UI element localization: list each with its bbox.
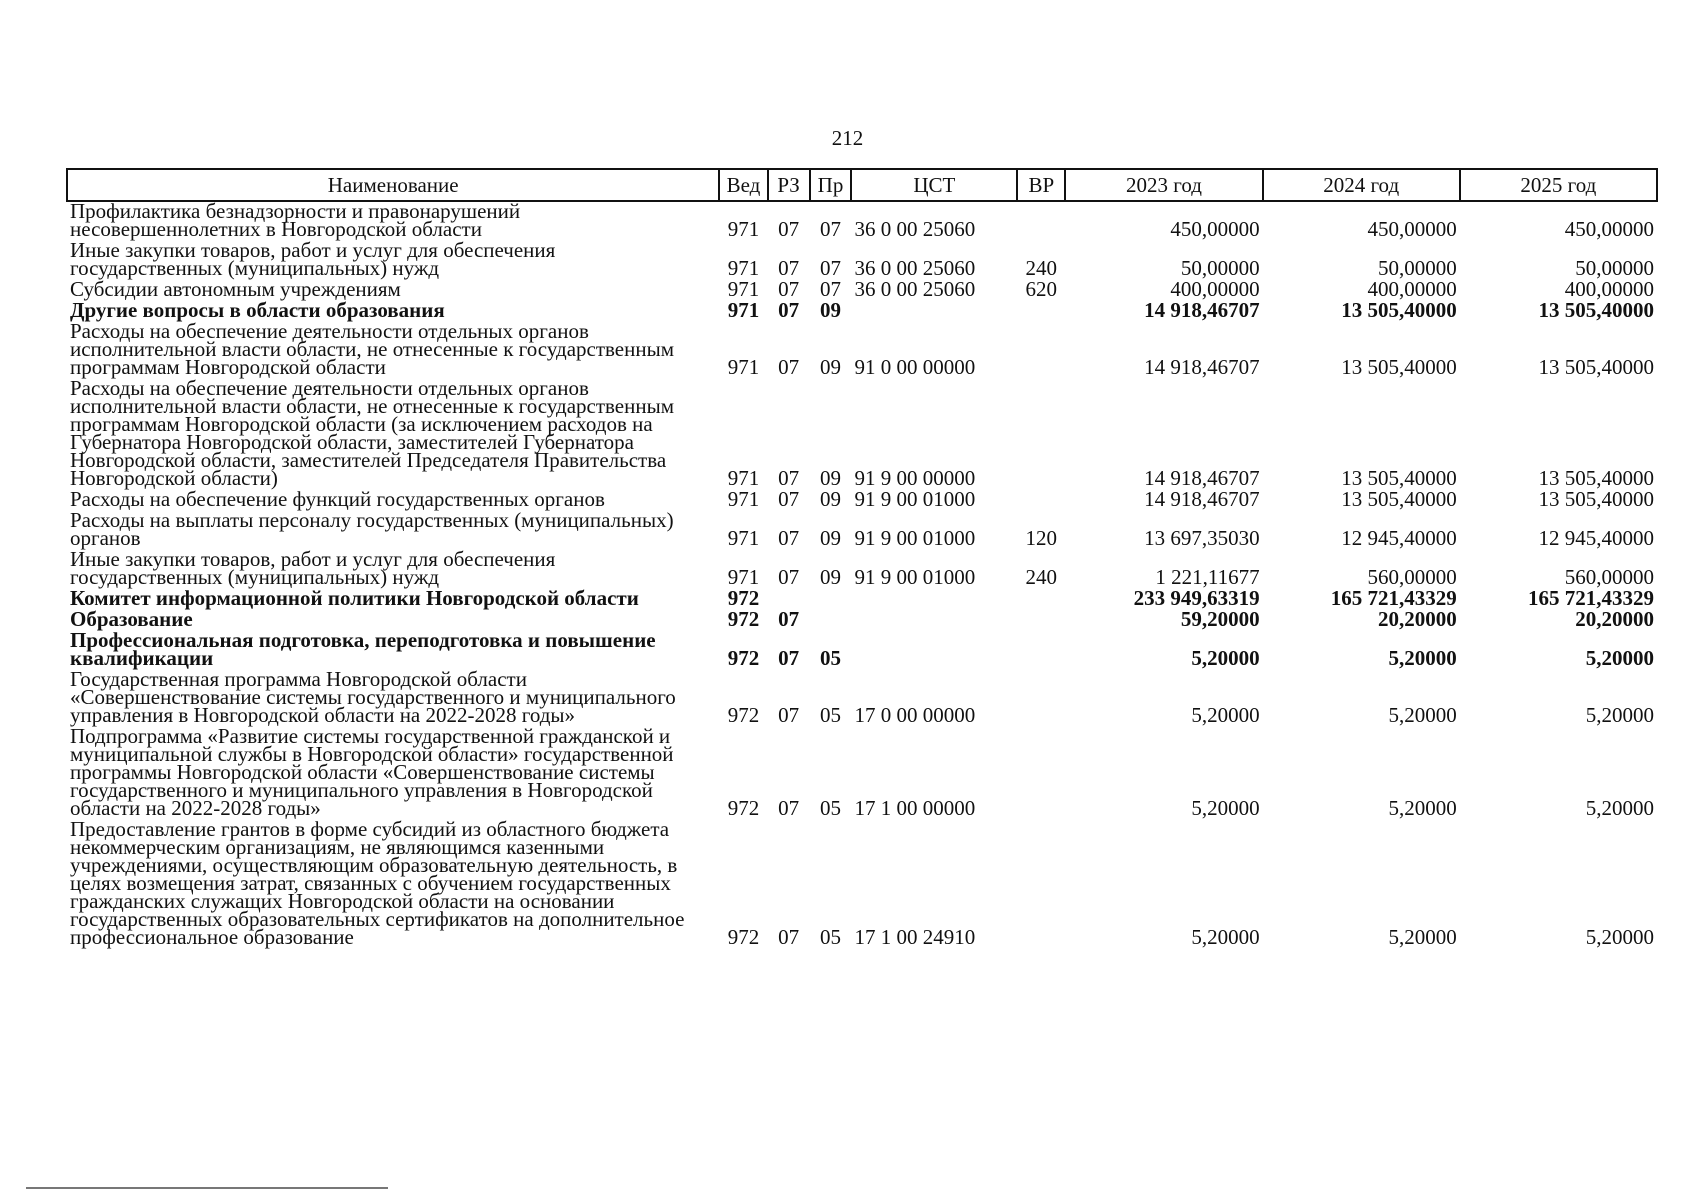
row-2024: 5,20000 xyxy=(1388,925,1457,949)
row-rz: 07 xyxy=(778,565,800,589)
row-2023: 5,20000 xyxy=(1191,796,1260,820)
row-2025: 400,00000 xyxy=(1564,277,1654,301)
header-vr: ВР xyxy=(1017,169,1065,201)
row-2023: 233 949,63319 xyxy=(1133,586,1260,610)
row-pr: 09 xyxy=(820,565,841,589)
row-2025: 5,20000 xyxy=(1585,925,1654,949)
row-2025: 5,20000 xyxy=(1585,646,1654,670)
row-vr xyxy=(1017,201,1065,241)
row-2023: 14 918,46707 xyxy=(1144,487,1260,511)
row-rz: 07 xyxy=(778,703,800,727)
row-2025: 165 721,43329 xyxy=(1528,586,1654,610)
row-rz: 07 xyxy=(778,298,800,322)
row-cst: 91 9 00 01000 xyxy=(854,487,976,511)
row-ved: 972 xyxy=(727,796,760,820)
row-cst: 17 1 00 24910 xyxy=(854,925,976,949)
row-vr xyxy=(1017,379,1065,490)
table-row xyxy=(67,241,1657,280)
row-name: Иные закупки товаров, работ и услуг для обеспечения государственных (муниципальных) нужд xyxy=(70,547,556,589)
row-vr xyxy=(1017,727,1065,820)
row-pr: 07 xyxy=(820,256,841,280)
row-rz: 07 xyxy=(778,526,800,550)
row-pr: 05 xyxy=(820,925,841,949)
table-row xyxy=(67,631,1657,670)
row-rz: 07 xyxy=(778,355,800,379)
row-cst: 91 9 00 00000 xyxy=(854,466,976,490)
row-ved: 972 xyxy=(727,586,760,610)
table-row xyxy=(67,322,1657,379)
row-cst: 17 1 00 00000 xyxy=(854,796,976,820)
row-2023: 1 221,11677 xyxy=(1155,565,1260,589)
row-2024: 50,00000 xyxy=(1378,256,1457,280)
row-ved: 971 xyxy=(727,487,760,511)
row-vr xyxy=(1017,670,1065,727)
header-ved: Вед xyxy=(719,169,767,201)
row-2024: 450,00000 xyxy=(1367,217,1457,241)
row-ved: 971 xyxy=(727,526,760,550)
row-2025: 560,00000 xyxy=(1564,565,1654,589)
row-name: Расходы на обеспечение деятельности отдельных органов исполнительной власти области, не отнесенные к государственным программам Новгородской области xyxy=(70,319,675,379)
row-rz: 07 xyxy=(778,217,800,241)
row-name: Расходы на обеспечение функций государственных органов xyxy=(70,487,605,511)
row-pr: 09 xyxy=(820,466,841,490)
row-ved: 972 xyxy=(727,703,760,727)
row-2025: 5,20000 xyxy=(1585,703,1654,727)
row-2025: 50,00000 xyxy=(1575,256,1654,280)
row-pr xyxy=(810,589,852,610)
row-rz: 07 xyxy=(778,607,800,631)
row-cst: 91 9 00 01000 xyxy=(854,526,976,550)
row-name: Профилактика безнадзорности и правонарушений несовершеннолетних в Новгородской области xyxy=(70,199,521,241)
header-pr: Пр xyxy=(810,169,852,201)
row-cst: 36 0 00 25060 xyxy=(854,217,976,241)
row-cst: 91 9 00 01000 xyxy=(854,565,976,589)
row-2023: 59,20000 xyxy=(1180,607,1260,631)
header-2024: 2024 год xyxy=(1263,169,1460,201)
row-vr: 120 xyxy=(1025,526,1058,550)
row-2024: 13 505,40000 xyxy=(1341,466,1457,490)
row-2023: 5,20000 xyxy=(1191,925,1260,949)
row-pr: 09 xyxy=(820,298,841,322)
row-name: Государственная программа Новгородской области «Совершенствование системы государственного и муниципального управления в Новгородской области на 2022-2028 годы» xyxy=(70,667,676,727)
row-pr xyxy=(810,610,852,631)
row-2023: 5,20000 xyxy=(1191,646,1260,670)
row-name: Расходы на обеспечение деятельности отдельных органов исполнительной власти области, не отнесенные к государственным программам Новгородской области (за исключением расходов на Губернатора Новгородской области, заместителей Губернатора Новгородской области, заместителей Председателя Правительства Новгородской области) xyxy=(70,376,675,490)
row-name: Профессиональная подготовка, переподготовка и повышение квалификации xyxy=(70,628,656,670)
row-rz: 07 xyxy=(778,646,800,670)
table-row xyxy=(67,201,1657,241)
row-2024: 165 721,43329 xyxy=(1330,586,1457,610)
row-2023: 14 918,46707 xyxy=(1144,466,1260,490)
header-cst: ЦСТ xyxy=(851,169,1017,201)
row-ved: 971 xyxy=(727,217,760,241)
row-2024: 5,20000 xyxy=(1388,796,1457,820)
table-header-row xyxy=(67,169,1657,201)
row-cst: 36 0 00 25060 xyxy=(854,277,976,301)
row-name: Субсидии автономным учреждениям xyxy=(70,277,401,301)
row-ved: 972 xyxy=(727,607,760,631)
row-rz: 07 xyxy=(778,256,800,280)
row-vr xyxy=(1017,589,1065,610)
row-2023: 5,20000 xyxy=(1191,703,1260,727)
row-ved: 971 xyxy=(727,466,760,490)
row-vr xyxy=(1017,490,1065,511)
row-ved: 972 xyxy=(727,646,760,670)
row-name: Другие вопросы в области образования xyxy=(70,298,445,322)
table-row xyxy=(67,379,1657,490)
row-pr: 05 xyxy=(820,796,841,820)
table-row xyxy=(67,550,1657,589)
row-2024: 13 505,40000 xyxy=(1341,355,1457,379)
table-row xyxy=(67,727,1657,820)
row-2023: 13 697,35030 xyxy=(1144,526,1260,550)
row-ved: 971 xyxy=(727,277,760,301)
row-pr: 09 xyxy=(820,355,841,379)
header-rz: РЗ xyxy=(768,169,810,201)
row-name: Подпрограмма «Развитие системы государственной гражданской и муниципальной службы в Новгородской области» государственной программы Новгородской области «Совершенствование системы государственного и муниципального управления в Новгородской области на 2022-2028 годы» xyxy=(70,724,674,820)
row-2024: 12 945,40000 xyxy=(1341,526,1457,550)
row-cst: 17 0 00 00000 xyxy=(854,703,976,727)
table-body xyxy=(67,201,1657,949)
row-2024: 13 505,40000 xyxy=(1341,487,1457,511)
row-2025: 13 505,40000 xyxy=(1538,298,1654,322)
header-name: Наименование xyxy=(67,169,719,201)
header-2023: 2023 год xyxy=(1065,169,1262,201)
row-ved: 971 xyxy=(727,355,760,379)
row-ved: 971 xyxy=(727,565,760,589)
row-vr xyxy=(1017,610,1065,631)
row-2025: 5,20000 xyxy=(1585,796,1654,820)
row-vr xyxy=(1017,322,1065,379)
table-row xyxy=(67,820,1657,949)
row-pr: 07 xyxy=(820,277,841,301)
row-2023: 450,00000 xyxy=(1170,217,1260,241)
row-vr: 240 xyxy=(1025,565,1058,589)
row-rz: 07 xyxy=(778,466,800,490)
row-name: Предоставление грантов в форме субсидий из областного бюджета некоммерческим организациям, не являющимся казенными учреждениями, осуществляющим образовательную деятельность, в целях возмещения затрат, связанных с обучением государственных гражданских служащих Новгородской области на основании государственных образовательных сертификатов на дополнительное профессиональное образование xyxy=(70,817,685,949)
row-cst xyxy=(851,610,1017,631)
row-name: Комитет информационной политики Новгородской области xyxy=(70,586,639,610)
row-cst xyxy=(851,589,1017,610)
budget-table xyxy=(66,168,1658,949)
header-2025: 2025 год xyxy=(1460,169,1657,201)
row-2025: 13 505,40000 xyxy=(1538,487,1654,511)
row-2025: 13 505,40000 xyxy=(1538,355,1654,379)
row-vr: 620 xyxy=(1025,277,1058,301)
row-2024: 13 505,40000 xyxy=(1341,298,1457,322)
row-rz: 07 xyxy=(778,487,800,511)
row-ved: 972 xyxy=(727,925,760,949)
row-pr: 05 xyxy=(820,646,841,670)
row-vr xyxy=(1017,631,1065,670)
row-2025: 450,00000 xyxy=(1564,217,1654,241)
row-vr: 240 xyxy=(1025,256,1058,280)
table-row xyxy=(67,511,1657,550)
row-2025: 12 945,40000 xyxy=(1538,526,1654,550)
row-2024: 5,20000 xyxy=(1388,703,1457,727)
row-2025: 13 505,40000 xyxy=(1538,466,1654,490)
row-2024: 560,00000 xyxy=(1367,565,1457,589)
row-name: Образование xyxy=(70,607,193,631)
row-2023: 14 918,46707 xyxy=(1144,298,1260,322)
row-2024: 5,20000 xyxy=(1388,646,1457,670)
row-rz: 07 xyxy=(778,277,800,301)
row-pr: 09 xyxy=(820,487,841,511)
row-2025: 20,20000 xyxy=(1575,607,1654,631)
row-cst: 36 0 00 25060 xyxy=(854,256,976,280)
row-ved: 971 xyxy=(727,298,760,322)
row-rz: 07 xyxy=(778,796,800,820)
row-pr: 07 xyxy=(820,217,841,241)
row-pr: 09 xyxy=(820,526,841,550)
row-pr: 05 xyxy=(820,703,841,727)
table-row xyxy=(67,670,1657,727)
row-name: Иные закупки товаров, работ и услуг для обеспечения государственных (муниципальных) нужд xyxy=(70,238,556,280)
row-2024: 400,00000 xyxy=(1367,277,1457,301)
row-cst: 91 0 00 00000 xyxy=(854,355,976,379)
row-rz: 07 xyxy=(778,925,800,949)
row-cst xyxy=(851,631,1017,670)
row-cst xyxy=(851,301,1017,322)
footer-rule xyxy=(26,1187,388,1189)
row-vr xyxy=(1017,301,1065,322)
row-vr xyxy=(1017,820,1065,949)
row-2024: 20,20000 xyxy=(1378,607,1457,631)
page-number: 212 xyxy=(831,126,864,150)
row-ved: 971 xyxy=(727,256,760,280)
row-2023: 14 918,46707 xyxy=(1144,355,1260,379)
row-name: Расходы на выплаты персоналу государственных (муниципальных) органов xyxy=(70,508,674,550)
row-2023: 400,00000 xyxy=(1170,277,1260,301)
row-2023: 50,00000 xyxy=(1180,256,1260,280)
